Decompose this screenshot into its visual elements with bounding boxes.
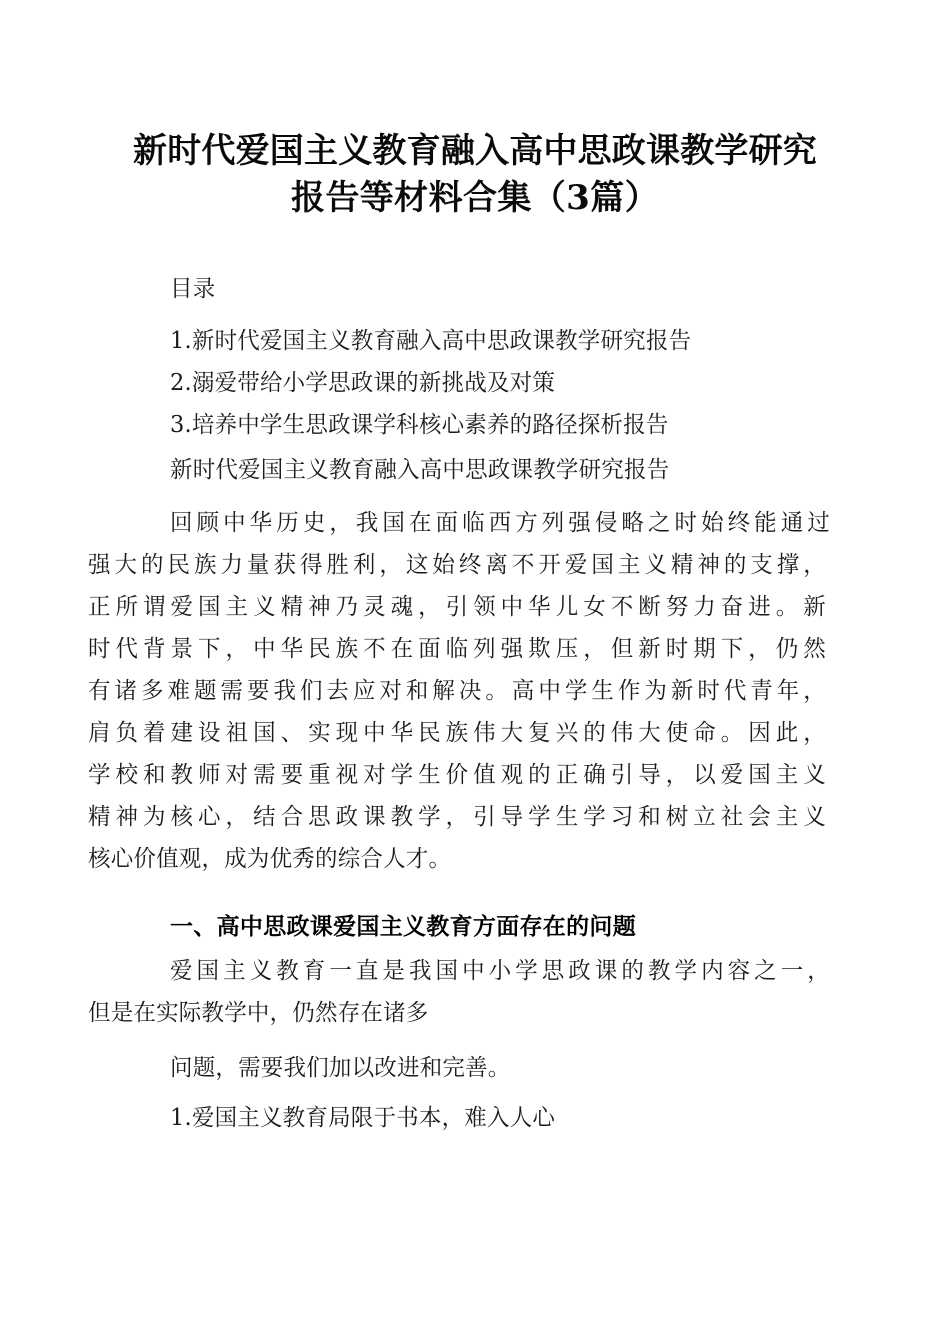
body-line: 学校和教师对需要重视对学生价值观的正确引导，以爱国主义 <box>88 761 826 789</box>
body-line: 正所谓爱国主义精神乃灵魂，引领中华儿女不断努力奋进。新 <box>88 593 826 621</box>
article-title: 新时代爱国主义教育融入高中思政课教学研究报告 <box>170 456 670 484</box>
body-line: 强大的民族力量获得胜利，这始终离不开爱国主义精神的支撑， <box>88 551 826 579</box>
document-title-line-2: 报告等材料合集（3篇） <box>290 178 660 218</box>
body-line: 肩负着建设祖国、实现中华民族伟大复兴的伟大使命。因此， <box>88 719 826 747</box>
body-line: 但是在实际教学中，仍然存在诸多 <box>88 999 429 1027</box>
subsection-heading-1: 1.爱国主义教育局限于书本，难入人心 <box>170 1104 556 1132</box>
body-line: 时代背景下，中华民族不在面临列强欺压，但新时期下，仍然 <box>88 635 826 663</box>
body-line: 核心价值观，成为优秀的综合人才。 <box>88 845 452 873</box>
body-line: 精神为核心，结合思政课教学，引导学生学习和树立社会主义 <box>88 803 826 831</box>
toc-item-3[interactable]: 3.培养中学生思政课学科核心素养的路径探析报告 <box>170 411 669 439</box>
toc-item-2[interactable]: 2.溺爱带给小学思政课的新挑战及对策 <box>170 369 556 397</box>
toc-heading: 目录 <box>170 275 216 303</box>
section-heading-1: 一、高中思政课爱国主义教育方面存在的问题 <box>170 914 636 940</box>
body-line: 有诸多难题需要我们去应对和解决。高中学生作为新时代青年， <box>88 677 826 705</box>
body-line: 问题，需要我们加以改进和完善。 <box>170 1054 511 1082</box>
document-title-line-1: 新时代爱国主义教育融入高中思政课教学研究 <box>133 131 817 171</box>
document-title <box>95 128 855 222</box>
body-line: 爱国主义教育一直是我国中小学思政课的教学内容之一， <box>170 957 830 985</box>
toc-item-1[interactable]: 1.新时代爱国主义教育融入高中思政课教学研究报告 <box>170 327 692 355</box>
body-line: 回顾中华历史，我国在面临西方列强侵略之时始终能通过 <box>170 509 830 537</box>
